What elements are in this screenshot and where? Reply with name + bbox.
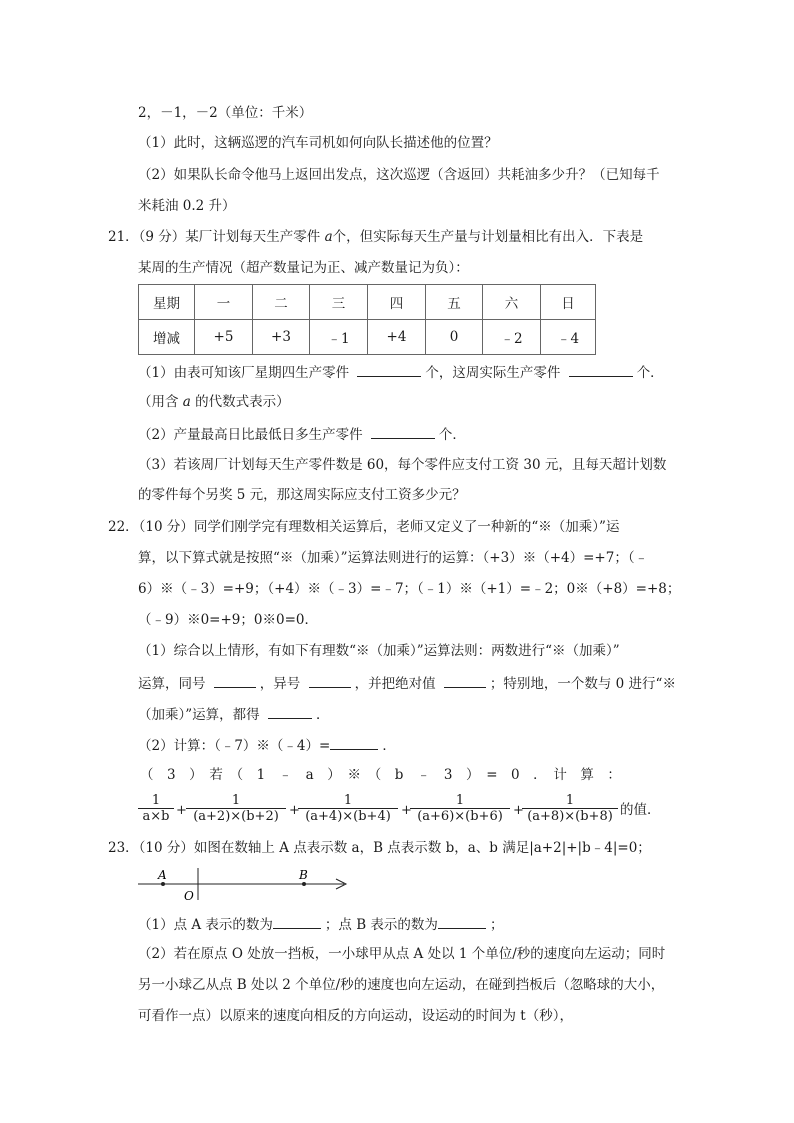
table-cell: +4 bbox=[368, 320, 426, 355]
q21-part1-line1: （1）由表可知该厂星期四生产零件 个，这周实际生产零件 个． bbox=[138, 362, 664, 382]
q23-part2-line2: 另一小球乙从点 B 处以 2 个单位/秒的速度也向左运动，在碰到挡板后（忽略球的大小， bbox=[138, 977, 665, 993]
answer-blank[interactable] bbox=[330, 735, 378, 750]
q22-part1-line2: 运算，同号 ，异号 ，并把绝对值 ；特别地，一个数与 0 进行“※ bbox=[138, 673, 676, 693]
number-line-figure bbox=[130, 862, 360, 906]
answer-blank[interactable] bbox=[438, 914, 486, 929]
q20-part2-line2: 米耗油 0.2 升） bbox=[138, 198, 236, 214]
q22-tail: 的值． bbox=[620, 802, 661, 818]
answer-blank[interactable] bbox=[569, 362, 633, 377]
table-cell: 五 bbox=[426, 285, 483, 320]
q21-part3-line1: （3）若该周厂计划每天生产零件数是 60，每个零件应支付工资 30 元，且每天超计划数 bbox=[138, 457, 667, 473]
point-b-dot bbox=[302, 882, 306, 886]
q22-line1: 22．（10 分）同学们刚学完有理数相关运算后，老师又定义了一种新的“※（加乘）”运 bbox=[108, 519, 620, 535]
answer-blank[interactable] bbox=[371, 424, 435, 439]
table-cell: ﹣2 bbox=[483, 320, 541, 355]
table-cell: ﹣4 bbox=[541, 320, 596, 355]
q22-line4: （﹣9）※0=+9；0※0=0． bbox=[138, 612, 318, 628]
q21-header-line2: 某周的生产情况（超产数量记为正、减产数量记为负）： bbox=[138, 260, 469, 276]
plus-sign: + bbox=[401, 803, 412, 818]
fraction: 1 (a+2)×(b+2) bbox=[186, 793, 286, 825]
plus-sign: + bbox=[513, 803, 524, 818]
q20-data-line: 2，－1，－2（单位：千米） bbox=[138, 105, 313, 121]
fraction: 1 (a+6)×(b+6) bbox=[410, 793, 510, 825]
q23-header: 23．（10 分）如图在数轴上 A 点表示数 a，B 点表示数 b，a、b 满足|a+2|+|b﹣4|=0； bbox=[108, 840, 651, 856]
table-cell: 三 bbox=[310, 285, 368, 320]
q20-part2-line1: （2）如果队长命令他马上返回出发点，这次巡逻（含返回）共耗油多少升？（已知每千 bbox=[138, 167, 660, 183]
q21-part1-line2: （用含 a 的代数式表示） bbox=[138, 394, 290, 410]
answer-blank[interactable] bbox=[214, 673, 256, 688]
plus-sign: + bbox=[289, 803, 300, 818]
table-cell: 二 bbox=[253, 285, 310, 320]
q21-part3-line2: 的零件每个另奖 5 元，那这周实际应支付工资多少元？ bbox=[138, 487, 466, 503]
q22-line3: 6）※（﹣3）=+9；（+4）※（﹣3）=﹣7；（﹣1）※（+1）=﹣2；0※（+8）=+8； bbox=[138, 581, 681, 597]
q21-part2: （2）产量最高日比最低日多生产零件 个． bbox=[138, 424, 466, 444]
point-b-label: B bbox=[299, 868, 308, 882]
answer-blank[interactable] bbox=[268, 704, 312, 719]
answer-blank[interactable] bbox=[444, 673, 486, 688]
table-cell: ﹣1 bbox=[310, 320, 368, 355]
q21-production-table bbox=[138, 284, 596, 355]
table-cell: 六 bbox=[483, 285, 541, 320]
table-cell: 一 bbox=[195, 285, 253, 320]
table-row-change bbox=[139, 320, 596, 355]
q22-part1-line3: （加乘）”运算，都得 ． bbox=[138, 704, 329, 724]
table-cell: 日 bbox=[541, 285, 596, 320]
q22-part2: （2）计算：（﹣7）※（﹣4）= ． bbox=[138, 735, 396, 755]
origin-label: O bbox=[184, 889, 194, 903]
fraction: 1 (a+4)×(b+4) bbox=[298, 793, 398, 825]
q22-part3: （ 3 ） 若 （ 1 ﹣ a ） ※ （ b ﹣ 3 ） = 0 ． 计 算 ： bbox=[140, 767, 621, 783]
answer-blank[interactable] bbox=[309, 673, 351, 688]
table-row-weekday bbox=[139, 285, 596, 320]
answer-blank[interactable] bbox=[357, 362, 421, 377]
point-a-dot bbox=[161, 882, 165, 886]
fraction: 1 (a+8)×(b+8) bbox=[522, 793, 618, 825]
table-header-cell: 星期 bbox=[139, 285, 195, 320]
q23-part1: （1）点 A 表示的数为 ；点 B 表示的数为 ； bbox=[138, 914, 503, 934]
answer-blank[interactable] bbox=[273, 914, 321, 929]
q23-part2-line1: （2）若在原点 O 处放一挡板，一小球甲从点 A 处以 1 个单位/秒的速度向左运动；同时 bbox=[138, 946, 666, 962]
table-cell: 0 bbox=[426, 320, 483, 355]
q23-part2-line3: 可看作一点）以原来的速度向相反的方向运动，设运动的时间为 t（秒）， bbox=[138, 1008, 573, 1024]
q21-header-line1: 21．（9 分）某厂计划每天生产零件 a个，但实际每天生产量与计划量相比有出入．下表是 bbox=[108, 229, 644, 245]
table-cell: +3 bbox=[253, 320, 310, 355]
table-cell: +5 bbox=[195, 320, 253, 355]
fraction: 1 a×b bbox=[138, 793, 174, 825]
plus-sign: + bbox=[176, 803, 187, 818]
point-a-label: A bbox=[158, 868, 167, 882]
table-cell: 四 bbox=[368, 285, 426, 320]
q22-line2: 算，以下算式就是按照“※（加乘）”运算法则进行的运算：（+3）※（+4）=+7；（﹣ bbox=[138, 550, 649, 566]
q20-part1: （1）此时，这辆巡逻的汽车司机如何向队长描述他的位置？ bbox=[138, 135, 498, 151]
table-header-cell: 增减 bbox=[139, 320, 195, 355]
q22-part1-line1: （1）综合以上情形，有如下有理数“※（加乘）”运算法则：两数进行“※（加乘）” bbox=[138, 643, 620, 659]
